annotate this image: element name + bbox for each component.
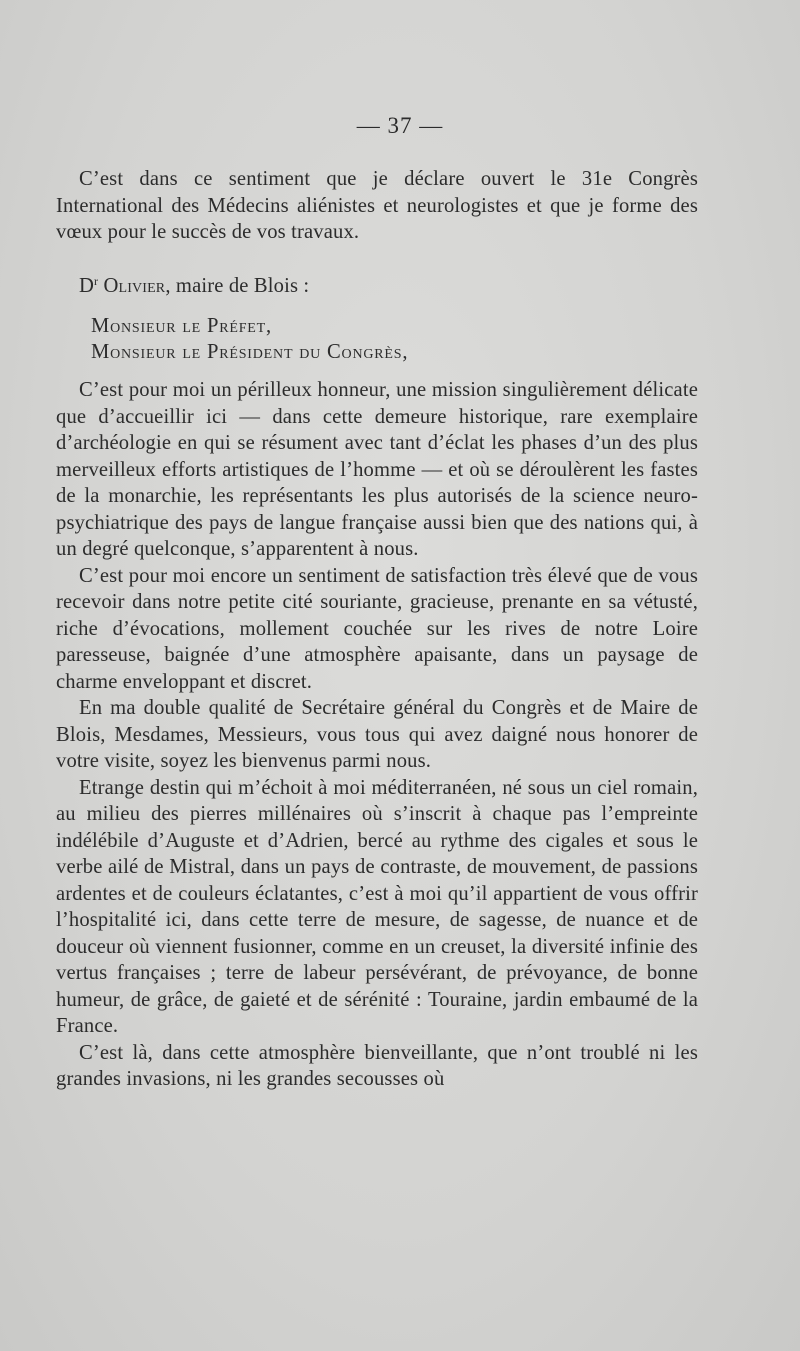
salutation-president: Monsieur le Président du Congrès, [91,341,409,363]
paragraph-opening-declaration: C’est dans ce sentiment que je déclare ouvert le 31e Congrès International des Médecins aliénistes et neurologistes et que je forme des vœux pour le succès de vos travaux. [56,168,698,243]
paragraph-atmosphere: C’est là, dans cette atmosphère bienveillante, que n’ont troublé ni les grandes invasions, ni les grandes secousses où [56,1041,698,1090]
speaker-name: Olivier [103,274,166,297]
paragraph-welcome-honour: C’est pour moi un périlleux honneur, une mission singulièrement délicate que d’accueillir ici — dans cette demeure historique, rare exemplaire d’archéologie en qui se résument avec tant d’éclat les phases d’un des plus merveilleux efforts artistiques de l’homme — et où se déroulèrent les fastes de la monarchie, les représentants les plus autorisés de la science neuro-psychiatrique des pays de langue française aussi bien que des nations qui, à un degré quelconque, s’apparentent à nous. [56,379,698,560]
salutation [56,313,698,365]
paragraph-city-description: C’est pour moi encore un sentiment de satisfaction très élevé que de vous recevoir dans notre petite cité souriante, gracieuse, prenante en sa vétusté, riche d’évocations, mollement couchée sur les rives de notre Loire paresseuse, baignée d’une atmosphère apaisante, dans un paysage de charme enveloppant et discret. [56,564,698,693]
paragraph-welcome-guests: En ma double qualité de Secrétaire général du Congrès et de Maire de Blois, Mesdames, Messieurs, vous tous qui avez daigné nous honorer de votre visite, soyez les bienvenus parmi nous. [56,697,698,772]
speaker-line [56,273,698,300]
speaker-title: D [79,274,95,297]
speaker-role: , maire de Blois : [165,274,310,297]
page-number: — 37 — [356,113,444,138]
speaker-title-superscript: r [94,273,99,288]
salutation-prefect: Monsieur le Préfet, [91,315,272,337]
paragraph-strange-destiny: Etrange destin qui m’échoit à moi méditerranéen, né sous un ciel romain, au milieu des pierres millénaires où s’inscrit à chaque pas l’empreinte indélébile d’Auguste et d’Adrien, bercé au rythme des cigales et sous le verbe ailé de Mistral, dans un pays de contraste, de mouvement, de passions ardentes et de couleurs éclatantes, c’est à moi qu’il appartient de vous offrir l’hospitalité ici, dans cette terre de mesure, de sagesse, de nuance et de douceur où viennent fusionner, comme en un creuset, la diversité infinie des vertus françaises ; terre de labeur persévérant, de prévoyance, de bonne humeur, de grâce, de gaieté et de sérénité : Touraine, jardin embaumé de la France. [56,776,698,1037]
body-text [56,166,698,1093]
